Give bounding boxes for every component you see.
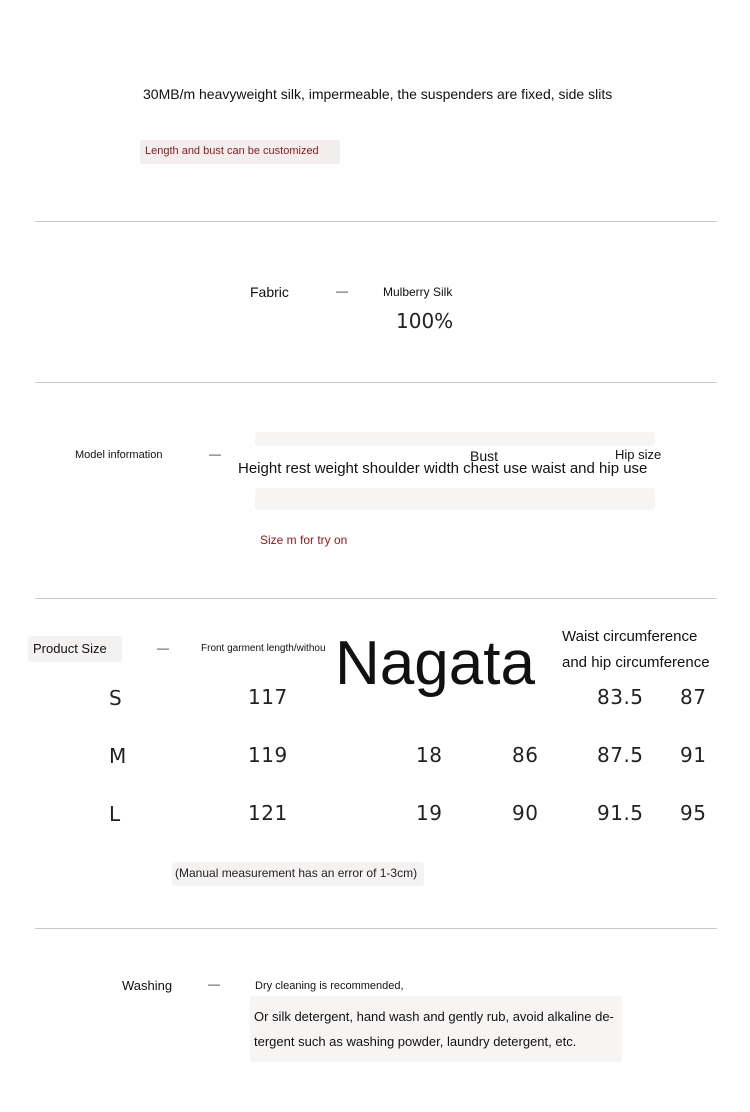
fabric-percent: 100%	[396, 309, 454, 333]
divider-4	[35, 928, 717, 929]
model-header-smudge	[255, 432, 655, 446]
col-front-length: Front garment length/withou	[201, 643, 326, 654]
m-length: 119	[248, 743, 288, 767]
product-description: 30MB/m heavyweight silk, impermeable, the suspenders are fixed, side slits	[143, 86, 613, 102]
l-length: 121	[248, 801, 288, 825]
m-waist: 87.5	[597, 743, 644, 767]
m-col4: 86	[512, 743, 539, 767]
model-label: Model information	[75, 449, 163, 461]
m-hip: 91	[680, 743, 707, 767]
l-waist: 91.5	[597, 801, 644, 825]
col-waist-line2: and hip circumference	[562, 654, 710, 671]
model-bust-header: Bust	[470, 448, 499, 464]
washing-line-1: Dry cleaning is recommended,	[255, 980, 404, 992]
washing-text-smudge	[250, 996, 622, 1062]
washing-separator: —	[208, 977, 220, 991]
custom-note: Length and bust can be customized	[145, 145, 319, 157]
model-values-smudge	[255, 488, 655, 510]
s-waist: 83.5	[597, 685, 644, 709]
model-hip-header: Hip size	[615, 447, 662, 462]
fabric-separator: —	[336, 284, 348, 298]
l-hip: 95	[680, 801, 707, 825]
fabric-material: Mulberry Silk	[383, 285, 453, 299]
try-on-note: Size m for try on	[260, 533, 348, 547]
divider-2	[35, 382, 717, 383]
size-l: L	[109, 802, 121, 826]
model-columns-text: Height rest weight shoulder width chest use waist and hip use	[238, 460, 648, 477]
s-length: 117	[248, 685, 288, 709]
product-separator: —	[157, 641, 169, 655]
size-m: M	[109, 744, 127, 768]
divider-1	[35, 221, 717, 222]
col-waist-line1: Waist circumference	[562, 628, 698, 645]
divider-3	[35, 598, 717, 599]
l-col4: 90	[512, 801, 539, 825]
washing-label: Washing	[122, 978, 173, 993]
product-label: Product Size	[33, 641, 107, 656]
washing-line-3: tergent such as washing powder, laundry detergent, etc.	[254, 1034, 577, 1049]
m-col3: 18	[416, 743, 443, 767]
size-s: S	[109, 686, 122, 710]
brand-overlay: Nagata	[335, 629, 535, 698]
washing-line-2: Or silk detergent, hand wash and gently rub, avoid alkaline de-	[254, 1009, 614, 1024]
model-separator: —	[209, 447, 221, 461]
l-col3: 19	[416, 801, 443, 825]
measurement-error-note: (Manual measurement has an error of 1-3cm)	[175, 866, 418, 880]
s-hip: 87	[680, 685, 707, 709]
fabric-label: Fabric	[250, 284, 289, 300]
